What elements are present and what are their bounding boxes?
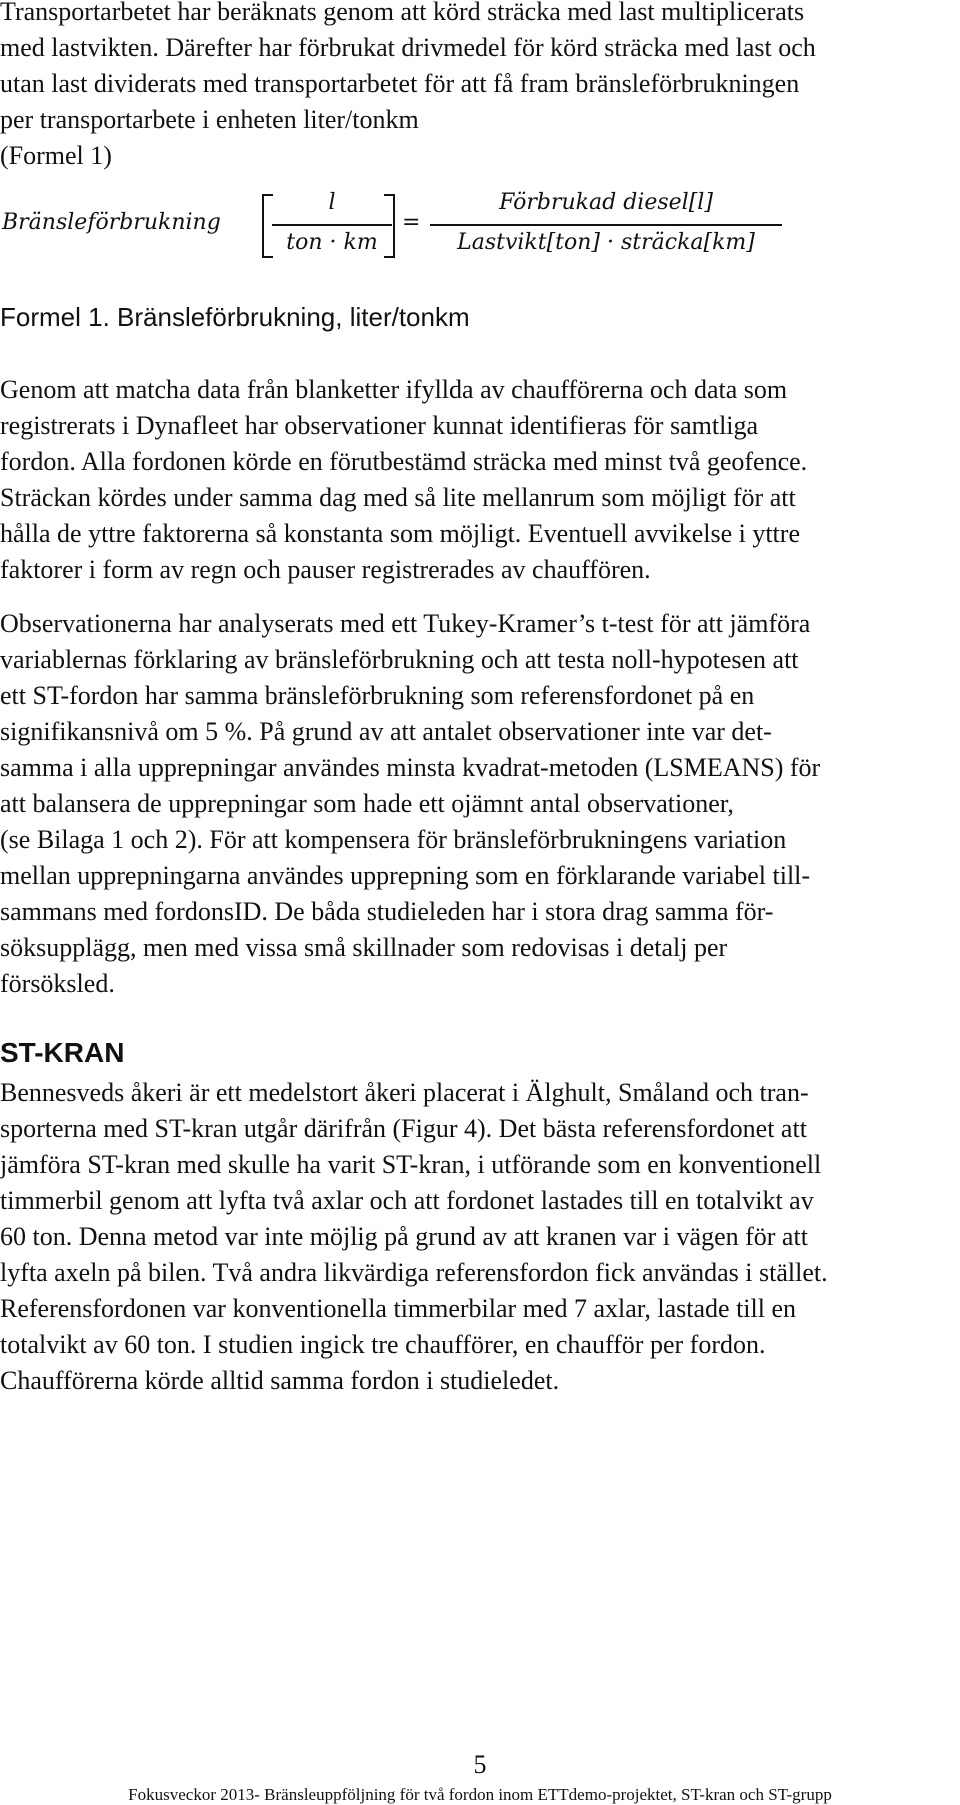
text-line: (Formel 1) (0, 141, 112, 170)
text-line: mellan upprepningarna användes upprepning som en förklarande variabel till- (0, 861, 811, 890)
text-line: jämföra ST-kran med skulle ha varit ST-kran, i utförande som en konventionell (0, 1150, 822, 1179)
text-line: sporterna med ST-kran utgår därifrån (Figur 4). Det bästa referensfordonet att (0, 1114, 807, 1143)
formula-lhs: Bränsleförbrukning (2, 210, 221, 235)
text-line: Chaufförerna körde alltid samma fordon i studieledet. (0, 1366, 560, 1395)
text-line: Observationerna har analyserats med ett Tukey-Kramer’s t-test för att jämföra (0, 609, 811, 638)
unit-numerator: l (328, 190, 336, 215)
text-line: Referensfordonen var konventionella timmerbilar med 7 axlar, lastade till en (0, 1294, 797, 1323)
text-line: 60 ton. Denna metod var inte möjlig på grund av att kranen var i vägen för att (0, 1222, 808, 1251)
text-line: att balansera de upprepningar som hade ett ojämnt antal observationer, (0, 789, 734, 818)
page-number: 5 (473, 1750, 487, 1779)
text-line: med lastvikten. Därefter har förbrukat drivmedel för körd sträcka med last och (0, 33, 816, 62)
text-line: Transportarbetet har beräknats genom att körd sträcka med last multiplicerats (0, 0, 805, 26)
text-line: samma i alla upprepningar användes minsta kvadrat-metoden (LSMEANS) för (0, 753, 821, 782)
text-line: (se Bilaga 1 och 2). För att kompensera för bränsleförbrukningens variation (0, 825, 787, 854)
paragraph-st-kran (0, 1075, 958, 1399)
text-line: per transportarbete i enheten liter/tonkm (0, 105, 419, 134)
text-line: fordon. Alla fordonen körde en förutbestämd sträcka med minst två geofence. (0, 447, 808, 476)
text-line: Genom att matcha data från blanketter ifyllda av chaufförerna och data som (0, 375, 788, 404)
section-heading-st-kran: ST-KRAN (0, 1037, 125, 1068)
text-line: Bennesveds åkeri är ett medelstort åkeri placerat i Älghult, Småland och tran- (0, 1078, 809, 1107)
paragraph-matching (0, 372, 958, 588)
formula-denominator: Lastvikt[ton] · sträcka[km] (457, 230, 755, 255)
equals-sign: = (402, 210, 421, 235)
text-line: signifikansnivå om 5 %. På grund av att antalet observationer inte var det- (0, 717, 772, 746)
text-line: ett ST-fordon har samma bränsleförbrukning som referensfordonet på en (0, 681, 755, 710)
text-line: totalvikt av 60 ton. I studien ingick tre chaufförer, en chaufför per fordon. (0, 1330, 766, 1359)
right-bracket (384, 194, 395, 258)
text-line: söksupplägg, men med vissa små skillnader som redovisas i detalj per (0, 933, 728, 962)
unit-fraction-bar (272, 224, 392, 226)
page-footer: Fokusveckor 2013- Bränsleuppföljning för två fordon inom ETTdemo-projektet, ST-kran och ST-grupp (128, 1785, 832, 1804)
text-line: faktorer i form av regn och pauser registrerades av chauffören. (0, 555, 651, 584)
text-line: försöksled. (0, 969, 115, 998)
text-line: registrerats i Dynafleet har observationer kunnat identifieras för samtliga (0, 411, 759, 440)
text-line: timmerbil genom att lyfta två axlar och att fordonet lastades till en totalvikt av (0, 1186, 814, 1215)
text-line: Sträckan kördes under samma dag med så lite mellanrum som möjligt för att (0, 483, 796, 512)
text-line: lyfta axeln på bilen. Två andra likvärdiga referensfordon fick användas i stället. (0, 1258, 828, 1287)
unit-denominator: ton · km (286, 230, 378, 255)
intro-paragraph (0, 0, 958, 174)
fuel-consumption-formula (0, 188, 960, 268)
text-line: utan last dividerats med transportarbetet för att få fram bränsleförbrukningen (0, 69, 800, 98)
formula-caption: Formel 1. Bränsleförbrukning, liter/tonkm (0, 302, 470, 332)
paragraph-analysis (0, 606, 958, 1002)
text-line: variablernas förklaring av bränsleförbrukning och att testa noll-hypotesen att (0, 645, 799, 674)
formula-fraction-bar (430, 224, 782, 226)
formula-numerator: Förbrukad diesel[l] (499, 190, 713, 215)
text-line: sammans med fordonsID. De båda studieleden har i stora drag samma för- (0, 897, 774, 926)
text-line: hålla de yttre faktorerna så konstanta som möjligt. Eventuell avvikelse i yttre (0, 519, 800, 548)
